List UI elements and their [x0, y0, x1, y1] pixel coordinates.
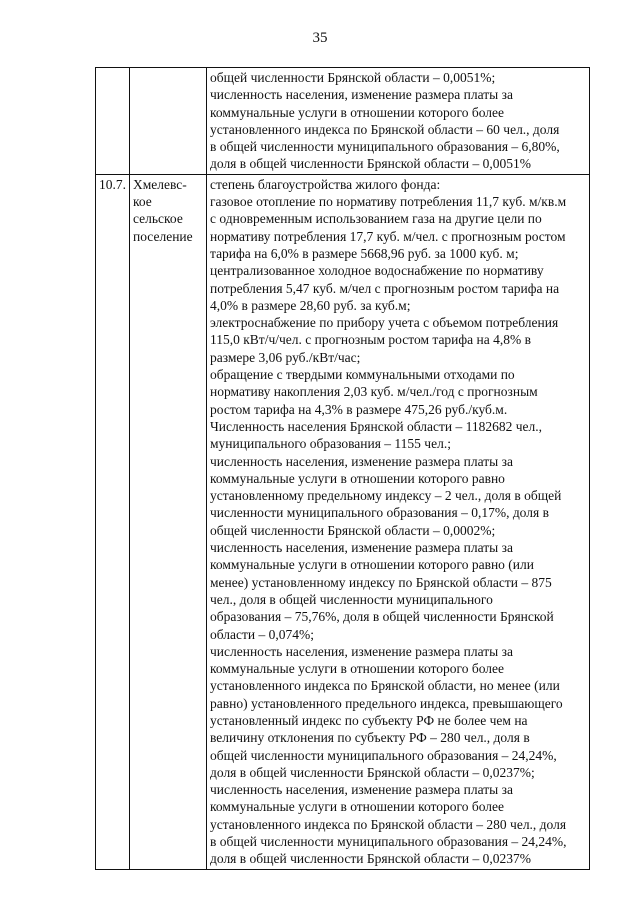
text-line: общей численности Брянской области – 0,0002%;: [210, 522, 496, 538]
text-line: тарифа на 6,0% в размере 5668,96 руб. за 1000 куб. м;: [210, 245, 519, 261]
text-line: нормативу потребления 17,7 куб. м/чел. с прогнозным ростом: [210, 228, 566, 244]
text-line: 4,0% в размере 28,60 руб. за куб.м;: [210, 297, 411, 313]
municipality-name-line: кое: [133, 194, 152, 210]
text-line: газовое отопление по нормативу потребления 11,7 куб. м/кв.м: [210, 194, 567, 210]
text-line: общей численности Брянской области – 0,0051%;: [210, 70, 496, 85]
text-line: численность населения, изменение размера платы за: [210, 540, 513, 556]
text-line: величину отклонения по субъекту РФ – 280 чел., доля в: [210, 730, 530, 746]
text-line: нормативу накопления 2,03 куб. м/чел./год с прогнозным: [210, 384, 538, 400]
text-line: установленного индекса по Брянской области – 280 чел., доля: [210, 816, 567, 832]
text-line: доля в общей численности Брянской области – 0,0237%;: [210, 764, 535, 780]
text-line: установленному предельному индексу – 2 чел., доля в общей: [210, 488, 562, 504]
text-line: степень благоустройства жилого фонда:: [210, 176, 441, 192]
text-line: менее) установленному индексу по Брянской области – 875: [210, 574, 552, 590]
text-line: доля в общей численности Брянской области – 0,0051%: [210, 156, 532, 172]
text-line: численность населения, изменение размера платы за: [210, 453, 513, 469]
text-line: Численность населения Брянской области – 1182682 чел.,: [210, 418, 542, 434]
text-line: коммунальные услуги в отношении которого более: [210, 661, 504, 677]
table-row: [96, 68, 590, 175]
description-cell: [207, 68, 590, 175]
text-line: установленный индекс по субъекту РФ не более чем на: [210, 712, 528, 728]
municipality-name-line: Хмелевс-: [133, 176, 187, 192]
text-line: централизованное холодное водоснабжение по нормативу: [210, 263, 544, 279]
text-line: образования – 75,76%, доля в общей численности Брянской: [210, 609, 554, 625]
text-line: установленного индекса по Брянской области – 60 чел., доля: [210, 121, 560, 137]
row-number-cell: [96, 174, 130, 869]
text-line: численность населения, изменение размера платы за: [210, 87, 513, 103]
text-line: коммунальные услуги в отношении которого более: [210, 104, 504, 120]
text-line: чел., доля в общей численности муниципального: [210, 591, 493, 607]
municipality-name-line: сельское: [133, 211, 183, 227]
text-line: численность населения, изменение размера платы за: [210, 643, 513, 659]
text-line: общей численности муниципального образования – 24,24%,: [210, 747, 557, 763]
text-line: численность населения, изменение размера платы за: [210, 782, 513, 798]
text-line: в общей численности муниципального образования – 6,80%,: [210, 139, 560, 155]
text-line: потребления 5,47 куб. м/чел с прогнозным ростом тарифа на: [210, 280, 560, 296]
table-row: [96, 174, 590, 869]
row-number-cell: [96, 68, 130, 175]
municipality-name-cell: [130, 174, 207, 869]
text-line: ростом тарифа на 4,3% в размере 475,26 руб./куб.м.: [210, 401, 508, 417]
row-number: 10.7.: [99, 176, 126, 192]
municipality-name-cell: [130, 68, 207, 175]
municipality-name-line: поселение: [133, 228, 193, 244]
text-line: с одновременным использованием газа на другие цели по: [210, 211, 542, 227]
text-line: в общей численности муниципального образования – 24,24%,: [210, 834, 567, 850]
text-line: муниципального образования – 1155 чел.;: [210, 436, 451, 452]
text-line: 115,0 кВт/ч/чел. с прогнозным ростом тарифа на 4,8% в: [210, 332, 531, 348]
text-line: доля в общей численности Брянской области – 0,0237%: [210, 851, 532, 867]
text-line: размере 3,06 руб./кВт/час;: [210, 349, 361, 365]
text-line: коммунальные услуги в отношении которого равно (или: [210, 557, 534, 573]
description-cell: [207, 174, 590, 869]
municipality-table: [95, 67, 590, 870]
text-line: установленного индекса по Брянской области, но менее (или: [210, 678, 560, 694]
text-line: равно) установленного предельного индекса, превышающего: [210, 695, 563, 711]
page-number: 35: [312, 30, 328, 46]
text-line: коммунальные услуги в отношении которого более: [210, 799, 504, 815]
text-line: численности муниципального образования – 0,17%, доля в: [210, 505, 549, 521]
text-line: электроснабжение по прибору учета с объемом потребления: [210, 315, 559, 331]
text-line: коммунальные услуги в отношении которого равно: [210, 470, 505, 486]
text-line: области – 0,074%;: [210, 626, 314, 642]
text-line: обращение с твердыми коммунальными отходами по: [210, 367, 515, 383]
